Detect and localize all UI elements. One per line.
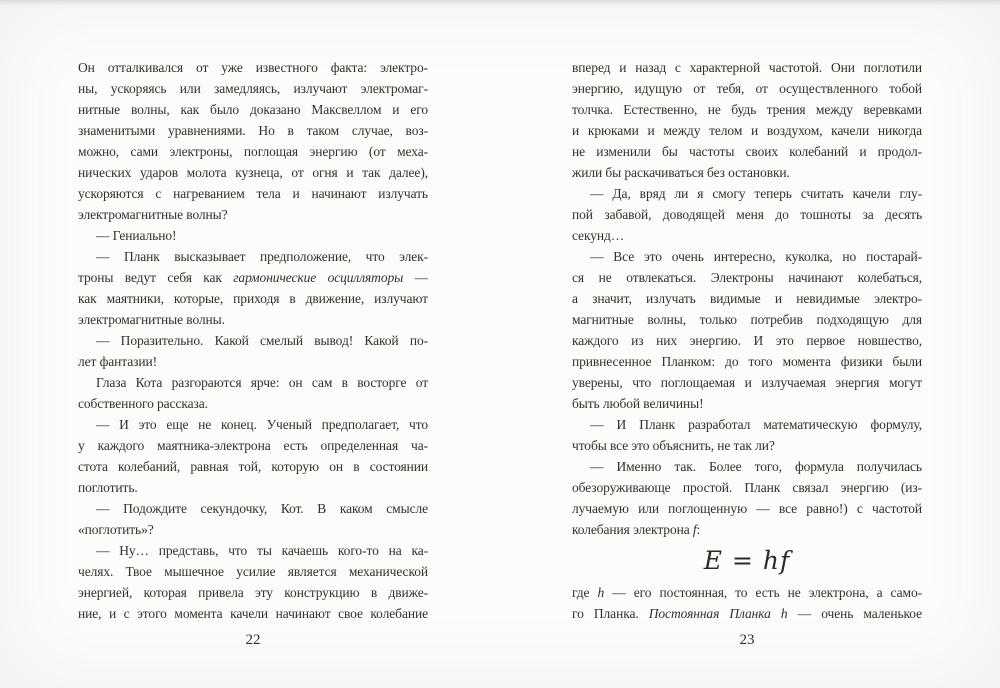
right-page-text-column <box>572 57 922 624</box>
text-line <box>572 141 922 162</box>
text-segment: энергию, идущую от тебя, от осуществленного тобой <box>572 81 922 96</box>
right-page-text-lower <box>572 582 922 624</box>
text-segment: привнесенное Планком: до того момента физики были <box>572 354 922 369</box>
text-segment: энергией, которая привела эту конструкцию в движе- <box>78 585 428 600</box>
text-segment: а значит, излучать видимые и невидимые электро- <box>572 291 922 306</box>
left-page-text-column <box>78 57 428 624</box>
text-segment: — Именно так. Более того, формула получилась <box>590 459 922 474</box>
text-segment: ускоряются с нагреванием тела и начинают излучать <box>78 186 428 201</box>
text-segment: Глаза Кота разгораются ярче: он сам в восторге от <box>96 375 428 390</box>
text-segment: челях. Твое мышечное усилие является механической <box>78 564 428 579</box>
text-line <box>572 351 922 372</box>
text-segment: ны, ускоряясь или замедляясь, излучают электромаг- <box>78 81 428 96</box>
text-segment: Он отталкивался от уже известного факта: электро- <box>78 60 428 75</box>
text-line <box>78 267 428 288</box>
text-segment: ся не отвлекаться. Электроны начинают колебаться, <box>572 270 922 285</box>
text-line <box>78 561 428 582</box>
text-line <box>572 456 922 477</box>
text-segment: — Гениально! <box>96 228 177 243</box>
text-line <box>572 393 922 414</box>
text-segment: вперед и назад с характерной частотой. Они поглотили <box>572 60 922 75</box>
text-line <box>572 498 922 519</box>
text-line <box>572 288 922 309</box>
text-segment: и крюками и между телом и воздухом, качели никогда <box>572 123 922 138</box>
text-line <box>572 267 922 288</box>
text-segment: — И Планк разработал математическую формулу, <box>590 417 922 432</box>
text-line <box>78 351 428 372</box>
text-segment: стота колебаний, равная той, которую он в состоянии <box>78 459 428 474</box>
text-line <box>572 204 922 225</box>
text-segment: «поглотить»? <box>78 522 154 537</box>
text-segment: лучаемую или поглощенную — все равно!) с частотой <box>572 501 922 516</box>
text-segment: : <box>696 522 701 537</box>
text-line <box>78 57 428 78</box>
text-line <box>78 498 428 519</box>
text-line <box>572 309 922 330</box>
text-line <box>572 246 922 267</box>
text-line <box>78 435 428 456</box>
text-line <box>572 477 922 498</box>
text-segment: нитные волны, как было доказано Максвеллом и его <box>78 102 428 117</box>
text-segment: лет фантазии! <box>78 354 158 369</box>
text-segment: — Все это очень интересно, куколка, но постарай- <box>590 249 922 264</box>
text-segment: пой забавой, доводящей меня до тошноты за десять <box>572 207 922 222</box>
text-segment: — Ну… представь, что ты качаешь кого-то на ка- <box>96 543 428 558</box>
text-segment: где <box>572 585 598 600</box>
text-segment: быть любой величины! <box>572 396 704 411</box>
page-number-left: 22 <box>245 632 261 648</box>
text-line <box>78 582 428 603</box>
text-segment: можно, сами электроны, поглощая энергию (от меха- <box>78 144 428 159</box>
text-segment: — его постоянная, то есть не электрона, а само- <box>604 585 922 600</box>
italic-text-segment: h <box>597 585 605 600</box>
text-segment: ние, и с этого момента качели начинают свое колебание <box>78 606 428 621</box>
text-line <box>78 246 428 267</box>
text-segment: собственного рассказа. <box>78 396 208 411</box>
text-segment: го Планка. <box>572 606 649 621</box>
text-line <box>572 162 922 183</box>
italic-text-segment: гармонические осцилляторы <box>233 270 404 285</box>
text-segment: как маятники, которые, приходя в движение, излучают <box>78 291 428 306</box>
text-segment: троны ведут себя как <box>78 270 234 285</box>
text-line <box>572 57 922 78</box>
text-segment: каждого из них энергию. И это первое новшество, <box>572 333 922 348</box>
text-segment: электромагнитные волны? <box>78 207 228 222</box>
italic-text-segment: f <box>692 522 697 537</box>
formula-e-equals-hf: E = hf <box>703 546 791 575</box>
text-segment: секунд… <box>572 228 625 243</box>
text-segment: нических ударов молота кузнеца, от огня и так далее), <box>78 165 428 180</box>
page-number-right: 23 <box>739 632 755 648</box>
text-line <box>78 162 428 183</box>
text-line <box>572 120 922 141</box>
text-line <box>78 204 428 225</box>
text-line <box>572 372 922 393</box>
text-line <box>572 330 922 351</box>
text-segment: — Подождите секундочку, Кот. В каком смысле <box>96 501 428 516</box>
text-line <box>78 99 428 120</box>
text-line <box>572 603 922 624</box>
text-line <box>78 309 428 330</box>
text-segment: электромагнитные волны. <box>78 312 225 327</box>
text-segment: — И это еще не конец. Ученый предполагает, что <box>96 417 428 432</box>
text-line <box>572 519 922 540</box>
text-line <box>78 456 428 477</box>
text-line <box>78 393 428 414</box>
text-segment: обезоруживающе простой. Планк связал энергию (из- <box>572 480 922 495</box>
text-line <box>78 519 428 540</box>
text-segment: — <box>403 270 428 285</box>
text-segment: толчка. Естественно, не будь трения между веревками <box>572 102 922 117</box>
text-line <box>572 183 922 204</box>
text-segment: колебания электрона <box>572 522 693 537</box>
text-segment: — Планк высказывает предположение, что элек- <box>96 249 428 264</box>
text-segment: поглотить. <box>78 480 138 495</box>
text-line <box>78 120 428 141</box>
text-segment: магнитные волны, только потребив подходящую для <box>572 312 922 327</box>
text-segment: чтобы все это объяснить, не так ли? <box>572 438 775 453</box>
text-line <box>572 582 922 603</box>
text-line <box>78 414 428 435</box>
text-segment: не изменили бы частоты своих колебаний и продол- <box>572 144 922 159</box>
text-line <box>78 288 428 309</box>
text-line <box>78 141 428 162</box>
text-line <box>78 603 428 624</box>
text-line <box>78 78 428 99</box>
text-line <box>572 435 922 456</box>
text-segment: жили бы раскачиваться без остановки. <box>572 165 790 180</box>
italic-text-segment: Постоянная Планка h <box>648 606 788 621</box>
text-line <box>78 330 428 351</box>
text-line <box>572 414 922 435</box>
text-segment: уверены, что поглощаемая и излучаемая энергия могут <box>572 375 922 390</box>
text-line <box>78 540 428 561</box>
text-line <box>78 372 428 393</box>
text-line <box>78 183 428 204</box>
text-segment: — Поразительно. Какой смелый вывод! Какой по- <box>96 333 428 348</box>
text-line <box>78 225 428 246</box>
right-page-text-upper <box>572 57 922 540</box>
text-line <box>572 225 922 246</box>
text-line <box>572 78 922 99</box>
text-segment: знаменитыми уравнениями. Но в таком случае, воз- <box>78 123 428 138</box>
text-segment: — Да, вряд ли я смогу теперь считать качели глу- <box>590 186 922 201</box>
text-line <box>78 477 428 498</box>
text-line <box>572 99 922 120</box>
text-segment: — очень маленькое <box>787 606 922 621</box>
text-segment: у каждого маятника-электрона есть определенная ча- <box>78 438 428 453</box>
scan-edge-shadow <box>0 0 1000 6</box>
